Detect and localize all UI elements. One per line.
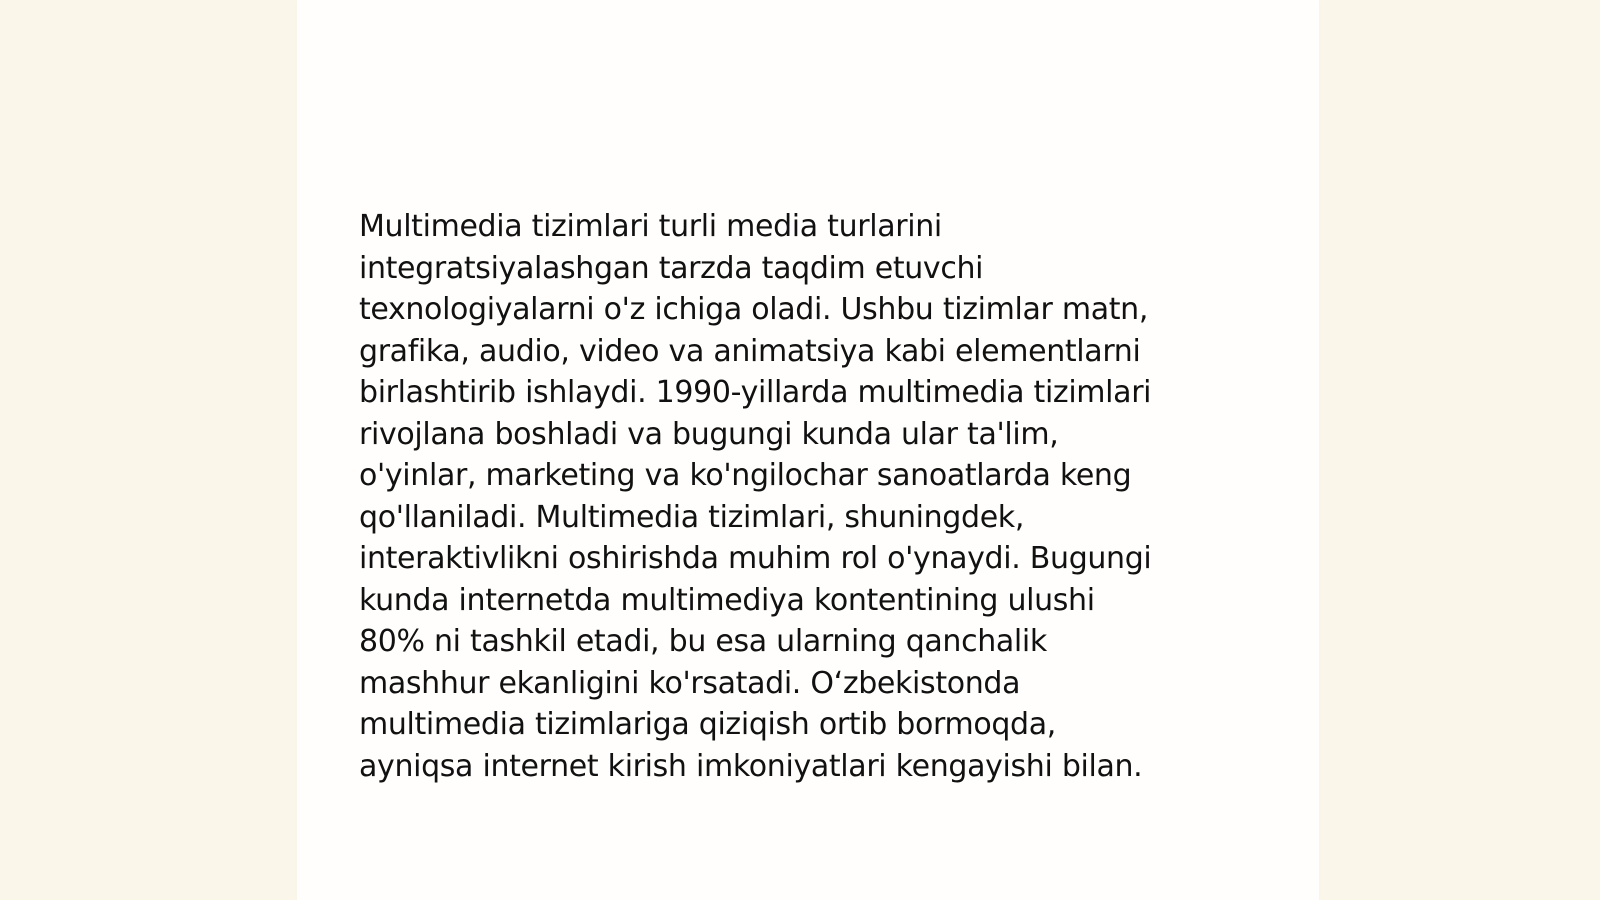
paragraph-line: birlashtirib ishlaydi. 1990-yillarda multimedia tizimlari xyxy=(359,375,1152,410)
paragraph-line: multimedia tizimlariga qiziqish ortib bormoqda, xyxy=(359,707,1056,742)
paragraph-line: grafika, audio, video va animatsiya kabi elementlarni xyxy=(359,333,1141,369)
paragraph-line: integratsiyalashgan tarzda taqdim etuvchi xyxy=(359,250,984,286)
paragraph-line: mashhur ekanligini ko'rsatadi. O‘zbekistonda xyxy=(359,665,1021,701)
paragraph-line: 80% ni tashkil etadi, bu esa ularning qanchalik xyxy=(359,624,1047,659)
paragraph-line: kunda internetda multimediya kontentining ulushi xyxy=(359,582,1095,618)
document-page xyxy=(297,0,1319,900)
paragraph-line: Multimedia tizimlari turli media turlarini xyxy=(359,209,942,244)
paragraph-line: rivojlana boshladi va bugungi kunda ular ta'lim, xyxy=(359,416,1059,452)
paragraph-line: interaktivlikni oshirishda muhim rol o'ynaydi. Bugungi xyxy=(359,541,1152,576)
paragraph-line: texnologiyalarni o'z ichiga oladi. Ushbu tizimlar matn, xyxy=(359,292,1149,327)
paragraph-line: qo'llaniladi. Multimedia tizimlari, shuningdek, xyxy=(359,499,1025,535)
paragraph-line: ayniqsa internet kirish imkoniyatlari kengayishi bilan. xyxy=(359,748,1143,784)
paragraph-line: o'yinlar, marketing va ko'ngilochar sanoatlarda keng xyxy=(359,458,1132,493)
body-paragraph xyxy=(359,206,1259,787)
